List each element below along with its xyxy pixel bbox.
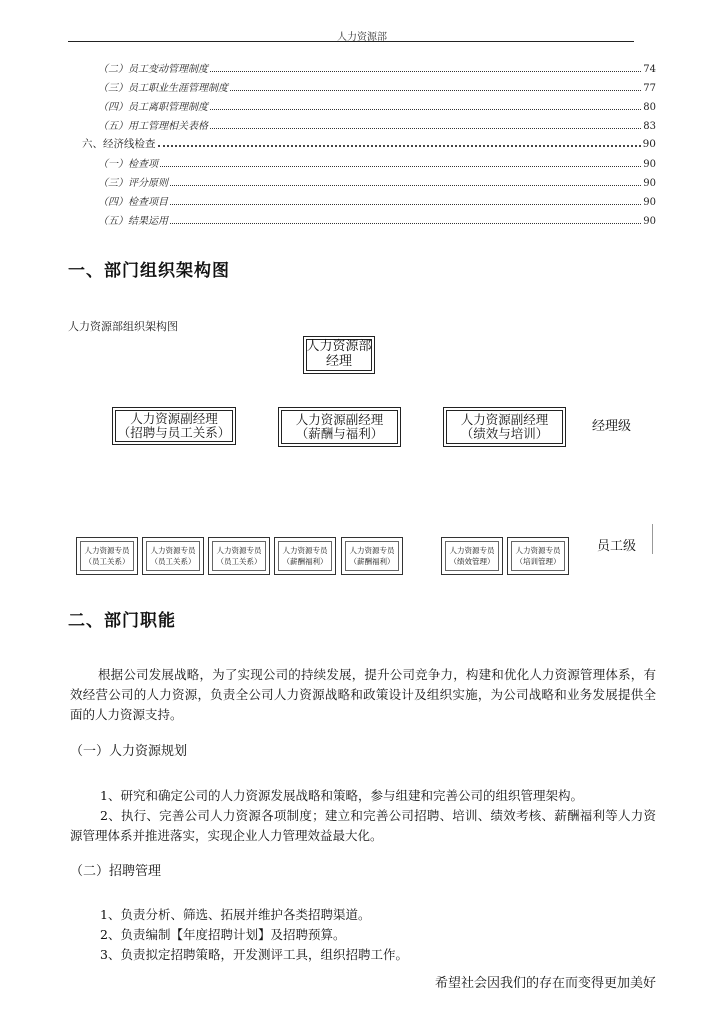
org-box-subtitle: （培训管理） [515, 557, 561, 566]
org-box-subtitle: （薪酬与福利） [295, 426, 384, 441]
org-box-title: 人力资源专员 [449, 545, 495, 555]
section-title: 二、部门职能 [68, 611, 176, 631]
org-box-subtitle: （绩效与培训） [460, 426, 549, 441]
toc-entry[interactable] [82, 79, 656, 98]
list-item: 2、负责编制【年度招聘计划】及招聘预算。 [100, 927, 346, 942]
header-rule [68, 41, 634, 42]
toc-entry[interactable] [82, 212, 656, 231]
level-label-staff: 员工级 [597, 539, 637, 554]
org-box-title: 人力资源专员 [349, 545, 395, 555]
toc-label: （五）用工管理相关表格 [98, 121, 208, 132]
list-item: 1、研究和确定公司的人力资源发展战略和策略，参与组建和完善公司的组织管理架构。 [100, 788, 583, 803]
toc-label: （一）检查项 [98, 159, 158, 170]
toc-label: 六、经济线检查 [82, 138, 156, 150]
org-box-specialist [507, 537, 569, 575]
org-box-title: 人力资源副经理 [130, 410, 218, 426]
toc-label: （四）检查项目 [98, 197, 168, 208]
level-label-manager: 经理级 [592, 419, 632, 434]
toc-page: 90 [643, 159, 656, 170]
toc-label: （二）员工变动管理制度 [98, 64, 208, 75]
divider [652, 524, 653, 554]
org-box-subtitle: （薪酬福利） [282, 557, 328, 566]
toc-page: 74 [643, 64, 656, 75]
toc-label: （五）结果运用 [98, 216, 168, 227]
toc-entry[interactable] [82, 174, 656, 193]
org-box-deputy-manager [112, 407, 236, 445]
toc-entry[interactable] [82, 193, 656, 212]
toc-page: 77 [643, 83, 656, 94]
org-box-title: 人力资源专员 [216, 545, 262, 555]
org-box-subtitle: （绩效管理） [449, 557, 495, 566]
org-box-specialist [208, 537, 270, 575]
org-box-specialist [274, 537, 336, 575]
toc-page: 90 [643, 197, 656, 208]
org-box-title: 人力资源副经理 [295, 411, 384, 427]
list-item: 3、负责拟定招聘策略，开发测评工具，组织招聘工作。 [100, 947, 408, 962]
org-box-specialist [142, 537, 204, 575]
org-box-subtitle: （员工关系） [216, 557, 262, 566]
toc-label: （四）员工离职管理制度 [98, 102, 208, 113]
list-item: 1、负责分析、筛选、拓展并维护各类招聘渠道。 [100, 907, 371, 922]
header-title: 人力资源部 [337, 32, 387, 43]
toc-page: 90 [642, 138, 656, 150]
toc-entry[interactable] [82, 136, 656, 155]
toc-page: 90 [643, 178, 656, 189]
org-box-subtitle: （薪酬福利） [349, 557, 395, 566]
org-box-title: 人力资源专员 [150, 545, 196, 555]
org-box-deputy-manager [278, 407, 401, 447]
toc-label: （三）员工职业生涯管理制度 [98, 83, 228, 94]
org-box-specialist [76, 537, 138, 575]
toc-page: 80 [643, 102, 656, 113]
org-box-title: 人力资源专员 [515, 545, 561, 555]
intro-paragraph: 根据公司发展战略，为了实现公司的持续发展，提升公司竞争力，构建和优化人力资源管理体系，有效经营公司的人力资源，负责全公司人力资源战略和政策设计及组织实施，为公司战略和业务发展提供全面的人力资源支持。 [70, 667, 656, 722]
org-chart-caption: 人力资源部组织架构图 [68, 320, 178, 333]
toc-entry[interactable] [82, 98, 656, 117]
org-box-title: 人力资源副经理 [460, 411, 549, 427]
org-box-subtitle: 经理 [325, 354, 352, 369]
org-box-title: 人力资源部 [306, 339, 372, 355]
toc-entry[interactable] [82, 155, 656, 174]
org-box-title: 人力资源专员 [282, 545, 328, 555]
org-box-deputy-manager [443, 407, 566, 447]
org-box-subtitle: （员工关系） [84, 557, 130, 566]
toc-entry[interactable] [82, 117, 656, 136]
list-item: 2、执行、完善公司人力资源各项制度；建立和完善公司招聘、培训、绩效考核、薪酬福利等人力资源管理体系并推进落实，实现企业人力管理效益最大化。 [70, 808, 656, 843]
toc-label: （三）评分原则 [98, 178, 168, 189]
toc-page: 90 [643, 216, 656, 227]
org-box-director [303, 336, 375, 374]
subsection-title: （二）招聘管理 [70, 864, 162, 879]
section-title: 一、部门组织架构图 [68, 261, 230, 281]
toc-page: 83 [643, 121, 656, 132]
footer-slogan: 希望社会因我们的存在而变得更加美好 [434, 976, 656, 991]
org-box-subtitle: （招聘与员工关系） [117, 425, 231, 440]
org-box-specialist [441, 537, 503, 575]
toc-entry[interactable] [82, 60, 656, 79]
table-of-contents [82, 60, 656, 231]
org-box-title: 人力资源专员 [84, 545, 130, 555]
subsection-title: （一）人力资源规划 [70, 744, 188, 759]
org-box-subtitle: （员工关系） [150, 557, 196, 566]
org-box-specialist [341, 537, 403, 575]
